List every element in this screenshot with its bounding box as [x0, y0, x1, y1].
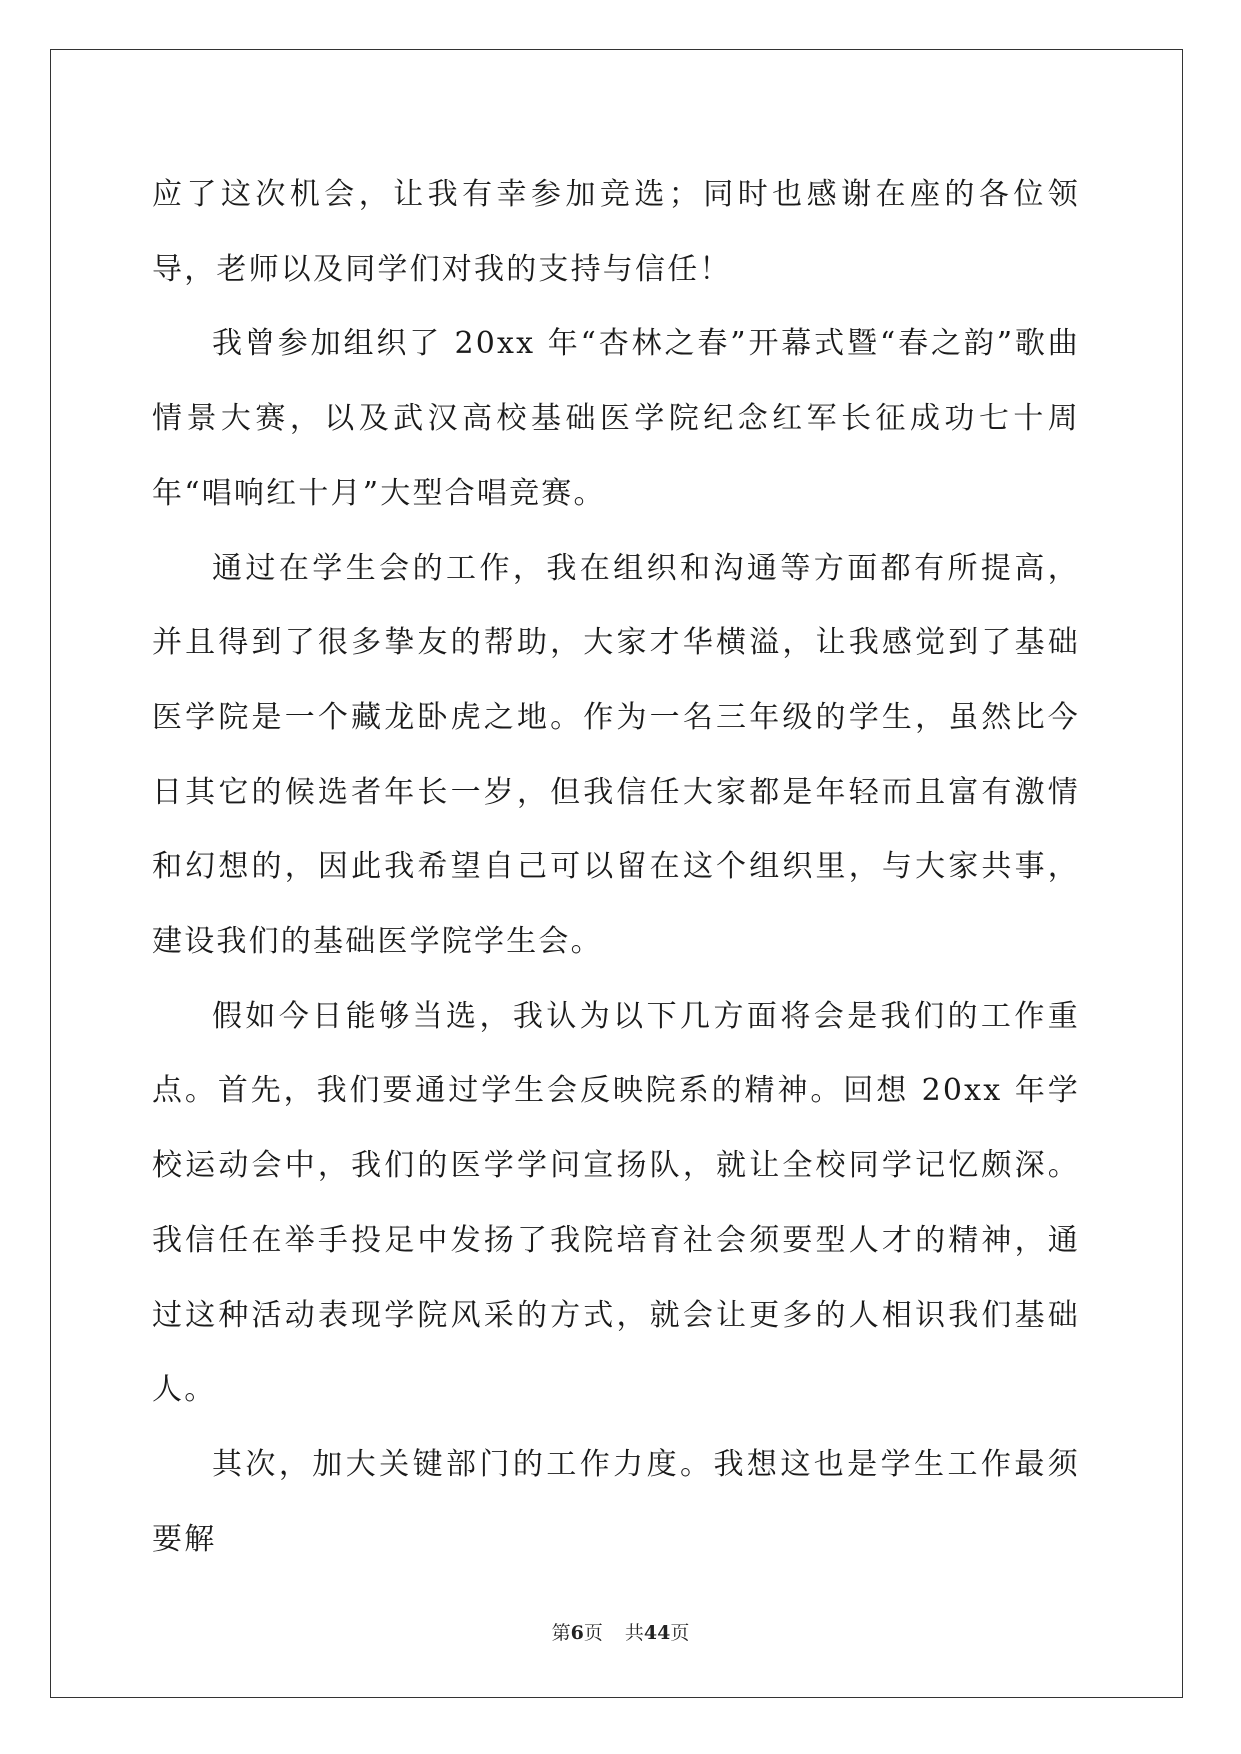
paragraph-3: 通过在学生会的工作，我在组织和沟通等方面都有所提高，并且得到了很多挚友的帮助，大家才华横溢，让我感觉到了基础医学院是一个藏龙卧虎之地。作为一名三年级的学生，虽然比今日其它的候选者年长一岁，但我信任大家都是年轻而且富有激情和幻想的，因此我希望自己可以留在这个组织里，与大家共事，建设我们的基础医学院学生会。 — [152, 550, 1080, 960]
footer-page-prefix: 第 — [551, 1622, 571, 1644]
footer-total-prefix: 共 — [624, 1622, 644, 1644]
document-body — [152, 158, 1080, 1577]
page-footer — [0, 1618, 1241, 1645]
footer-page-unit: 页 — [583, 1622, 603, 1644]
paragraph-4: 假如今日能够当选，我认为以下几方面将会是我们的工作重点。首先，我们要通过学生会反映院系的精神。回想 20xx 年学校运动会中，我们的医学学问宣扬队，就让全校同学记忆颇深。我信任在举手投足中发扬了我院培育社会须要型人才的精神，通过这种活动表现学院风采的方式，就会让更多的人相识我们基础人。 — [152, 998, 1080, 1408]
footer-total-unit: 页 — [670, 1622, 690, 1644]
footer-total-pages: 44 — [643, 1622, 671, 1644]
footer-page-number: 6 — [570, 1622, 584, 1644]
paragraph-1: 应了这次机会，让我有幸参加竞选；同时也感谢在座的各位领导，老师以及同学们对我的支持与信任！ — [152, 177, 1080, 287]
paragraph-2: 我曾参加组织了 20xx 年“杏林之春”开幕式暨“春之韵”歌曲情景大赛，以及武汉高校基础医学院纪念红军长征成功七十周年“唱响红十月”大型合唱竞赛。 — [152, 326, 1080, 511]
paragraph-5: 其次，加大关键部门的工作力度。我想这也是学生工作最须要解 — [152, 1446, 1080, 1557]
